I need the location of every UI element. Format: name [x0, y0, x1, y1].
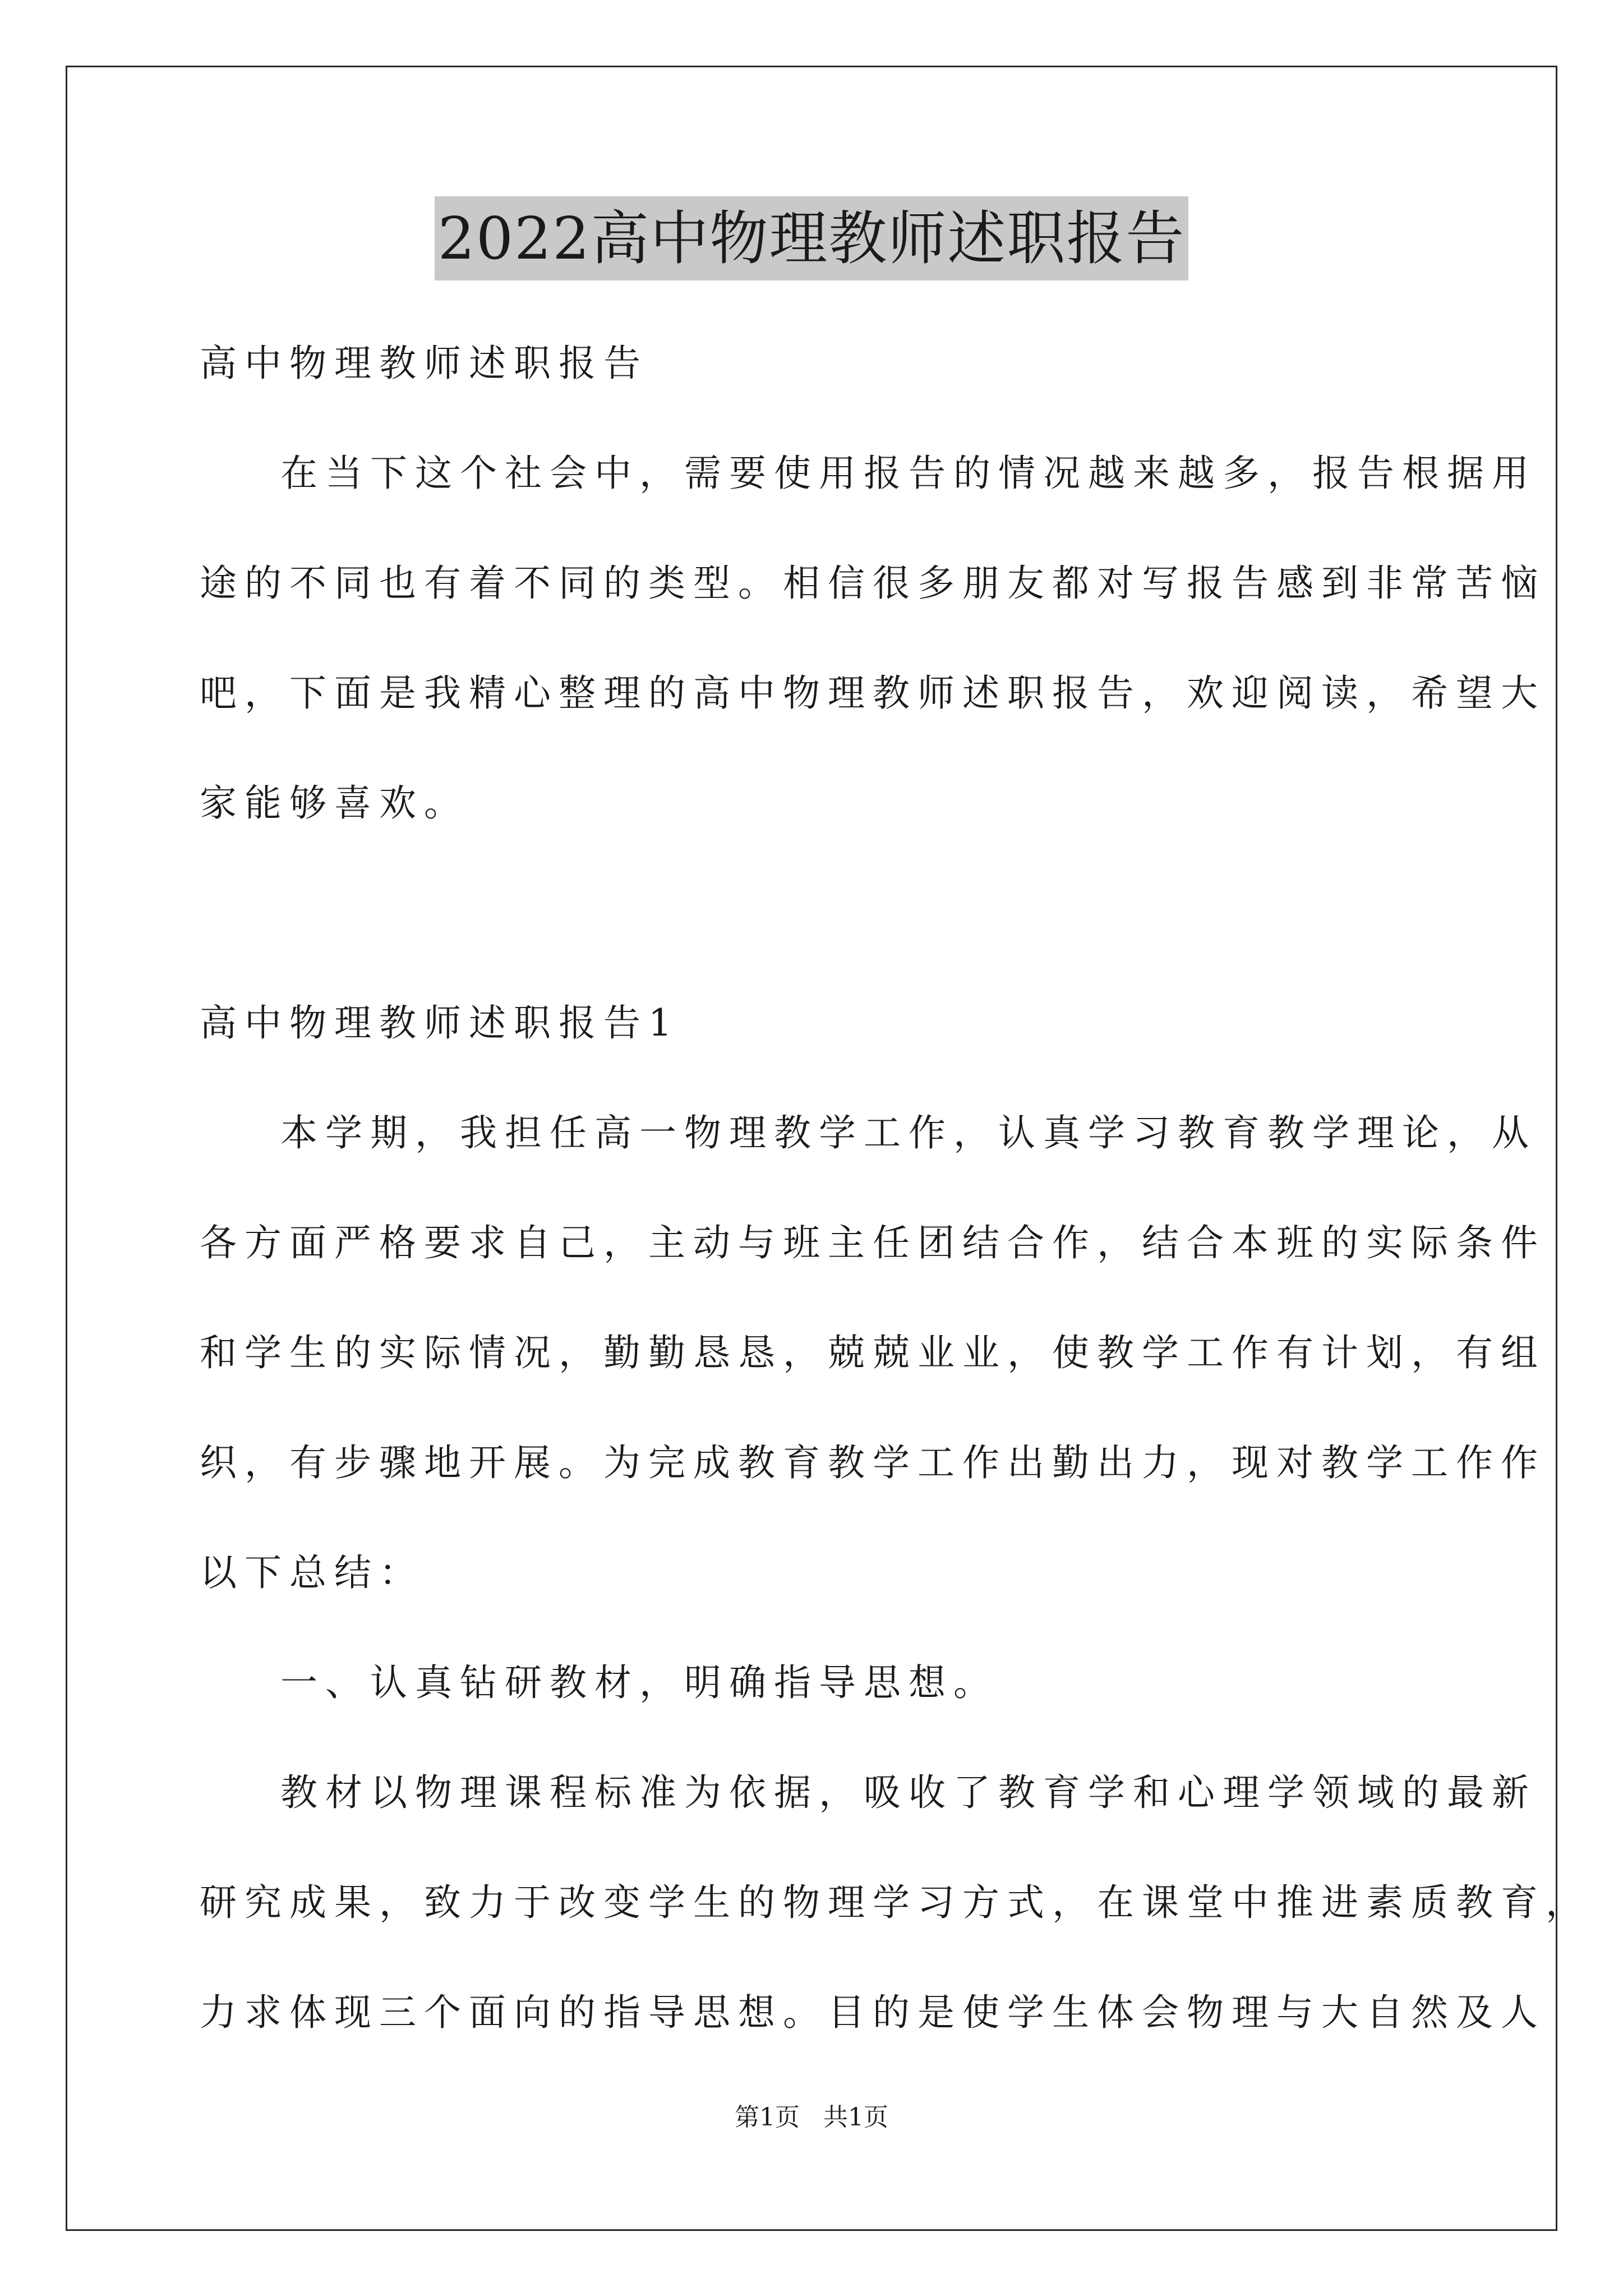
- body-line: 各方面严格要求自己，主动与班主任团结合作，结合本班的实际条件: [200, 1221, 1546, 1264]
- body-line: 织，有步骤地开展。为完成教育教学工作出勤出力，现对教学工作作: [200, 1441, 1546, 1484]
- body-line: 和学生的实际情况，勤勤恳恳，兢兢业业，使教学工作有计划，有组: [200, 1331, 1546, 1374]
- document-title: 2022高中物理教师述职报告: [435, 196, 1189, 280]
- body-line: 在当下这个社会中，需要使用报告的情况越来越多，报告根据用: [280, 452, 1537, 495]
- body-line: 途的不同也有着不同的类型。相信很多朋友都对写报告感到非常苦恼: [200, 562, 1546, 605]
- page-total: 共1页: [823, 2103, 888, 2132]
- blank-line: [200, 858, 1433, 968]
- body-line: 力求体现三个面向的指导思想。目的是使学生体会物理与大自然及人: [200, 1991, 1546, 2034]
- body-line: 教材以物理课程标准为依据，吸收了教育学和心理学领域的最新: [280, 1771, 1537, 1814]
- page-number: 第1页: [735, 2103, 800, 2132]
- body-line: 本学期，我担任高一物理教学工作，认真学习教育教学理论，从: [280, 1111, 1537, 1154]
- body-line: 以下总结：: [200, 1551, 424, 1594]
- title-area: [0, 196, 1623, 280]
- page-footer: [0, 2101, 1623, 2134]
- body-line: 一、认真钻研教材，明确指导思想。: [280, 1661, 998, 1704]
- body-line: 吧，下面是我精心整理的高中物理教师述职报告，欢迎阅读，希望大: [200, 671, 1546, 715]
- document-body: [200, 309, 1590, 2068]
- body-line: 高中物理教师述职报告1: [200, 1001, 680, 1045]
- body-line: 高中物理教师述职报告: [200, 342, 648, 385]
- body-line: 研究成果，致力于改变学生的物理学习方式，在课堂中推进素质教育，: [200, 1881, 1590, 1924]
- body-line: 家能够喜欢。: [200, 781, 469, 825]
